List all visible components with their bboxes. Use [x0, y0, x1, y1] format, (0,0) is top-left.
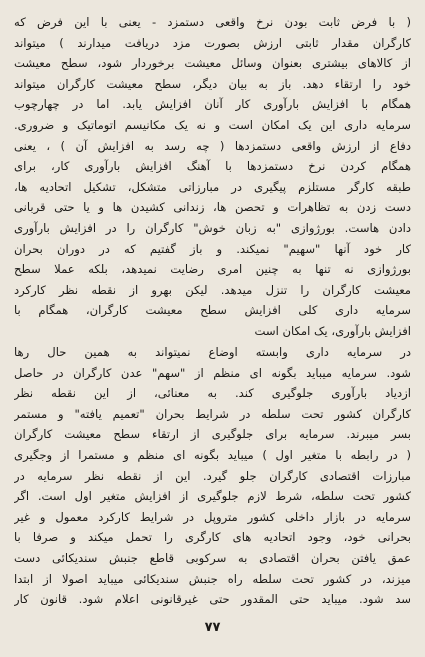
text-line: همگام با افزایش بارآوری کار آنان افزایش یابد. اما در چهارچوب	[14, 97, 411, 112]
text-line: کارگران مقدار ثابتی ارزش بصورت مزد دریافت میدارند ) میتواند	[14, 35, 411, 50]
text-line: کار خود آنها "سهیم" نمیکند. و باز گفتیم که در دوران بحران	[14, 241, 411, 256]
text-line: بورژوازی نه تنها به چنین امری رضایت نمیدهد، بلکه عملا سطح	[14, 262, 411, 277]
text-line: مبارزات اقتصادی کارگران جلو گیرد. این از نقطه نظر سرمایه در	[14, 468, 411, 483]
text-line: معیشت کارگران را تنزل میدهد. لیکن بهرو از نقطه نظر کارکرد	[14, 282, 411, 297]
text-line: ( در رابطه با متغیر اول ) میباید بگونه ای منظم و مستمرا از وجگیری	[14, 447, 411, 462]
text-line: سد شود. میباید حتی المقدور حتی غیرقانونی اعلام شود. قانون کار	[14, 592, 411, 607]
text-line: بسر میبرند. سرمایه برای جلوگیری از ارتقاء سطح معیشت کارگران	[14, 427, 411, 442]
text-line: ( با فرض ثابت بودن نرخ واقعی دستمزد - یعنی با این فرض که	[14, 15, 411, 29]
text-line: دست زدن به تظاهرات و تحصن ها، زندانی کشیدن ها و یا حتی قربانی	[14, 200, 411, 215]
paragraph-2	[14, 342, 411, 610]
text-line: سرمایه در بازار داخلی کشور متروپل در شرایط کارکرد معمول و غیر	[14, 509, 411, 524]
text-line: میزند، در کشور تحت سلطه راه جنبش سندیکائی میباید اصولا از ابتدا	[14, 571, 411, 586]
text-line: ازدیاد بارآوری جلوگیری کند. به معنائی، از این نقطه نظر	[14, 386, 411, 401]
text-line: دادن هاست. بورژوازی "به زبان خوش" کارگران را در افزایش بارآوری	[14, 220, 411, 235]
paragraph-1	[14, 12, 411, 342]
page-number: ۷۷	[204, 620, 221, 635]
text-line: بحرانی خود، وجود اتحادیه های کارگری را تحمل میکند و صرفا با	[14, 530, 411, 545]
text-line: افزایش بارآوری، یک امکان است	[254, 323, 411, 338]
text-line: کشور تحت سلطه، شرط لازم جلوگیری از افزایش متغیر اول است. اگر	[14, 489, 411, 504]
text-line: در سرمایه داری وابسته اوضاع نمیتواند به همین حال رها	[14, 345, 411, 359]
text-line: کارگران کشور تحت سلطه در شرایط بحران "تعمیم یافته" و مستمر	[14, 406, 411, 421]
text-line: شود. سرمایه میباید بگونه ای منظم از "سهم" عدن کارگران در حاصل	[14, 365, 411, 380]
text-line: سرمایه داری کلی افزایش سطح معیشت کارگران، همگام با	[14, 303, 411, 318]
text-line: عمق یافتن بحران اقتصادی به سرکوبی قاطع جنبش سندیکائی دست	[14, 550, 411, 565]
text-line: طبقه کارگر مستلزم پیگیری در مبارزاتی متشکل، تشکیل اتحادیه ها،	[14, 179, 411, 194]
text-line: از کالاهای بیشتری بعنوان وسائل معیشت برخوردار شود، سطح معیشت	[14, 56, 411, 71]
text-line: سرمایه داری این یک امکان است و نه یک مکانیسم اتوماتیک و ضروری.	[14, 117, 411, 132]
text-line: دفاع از ارزش واقعی دستمزدها ( چه رسد به افزایش آن ) ، یعنی	[14, 138, 411, 153]
text-line: همگام کردن نرخ دستمزدها با آهنگ افزایش بارآوری کار، برای	[14, 159, 411, 174]
text-line: خود را ارتقاء دهد. باز به بیان دیگر، سطح معیشت کارگران میتواند	[14, 76, 411, 91]
